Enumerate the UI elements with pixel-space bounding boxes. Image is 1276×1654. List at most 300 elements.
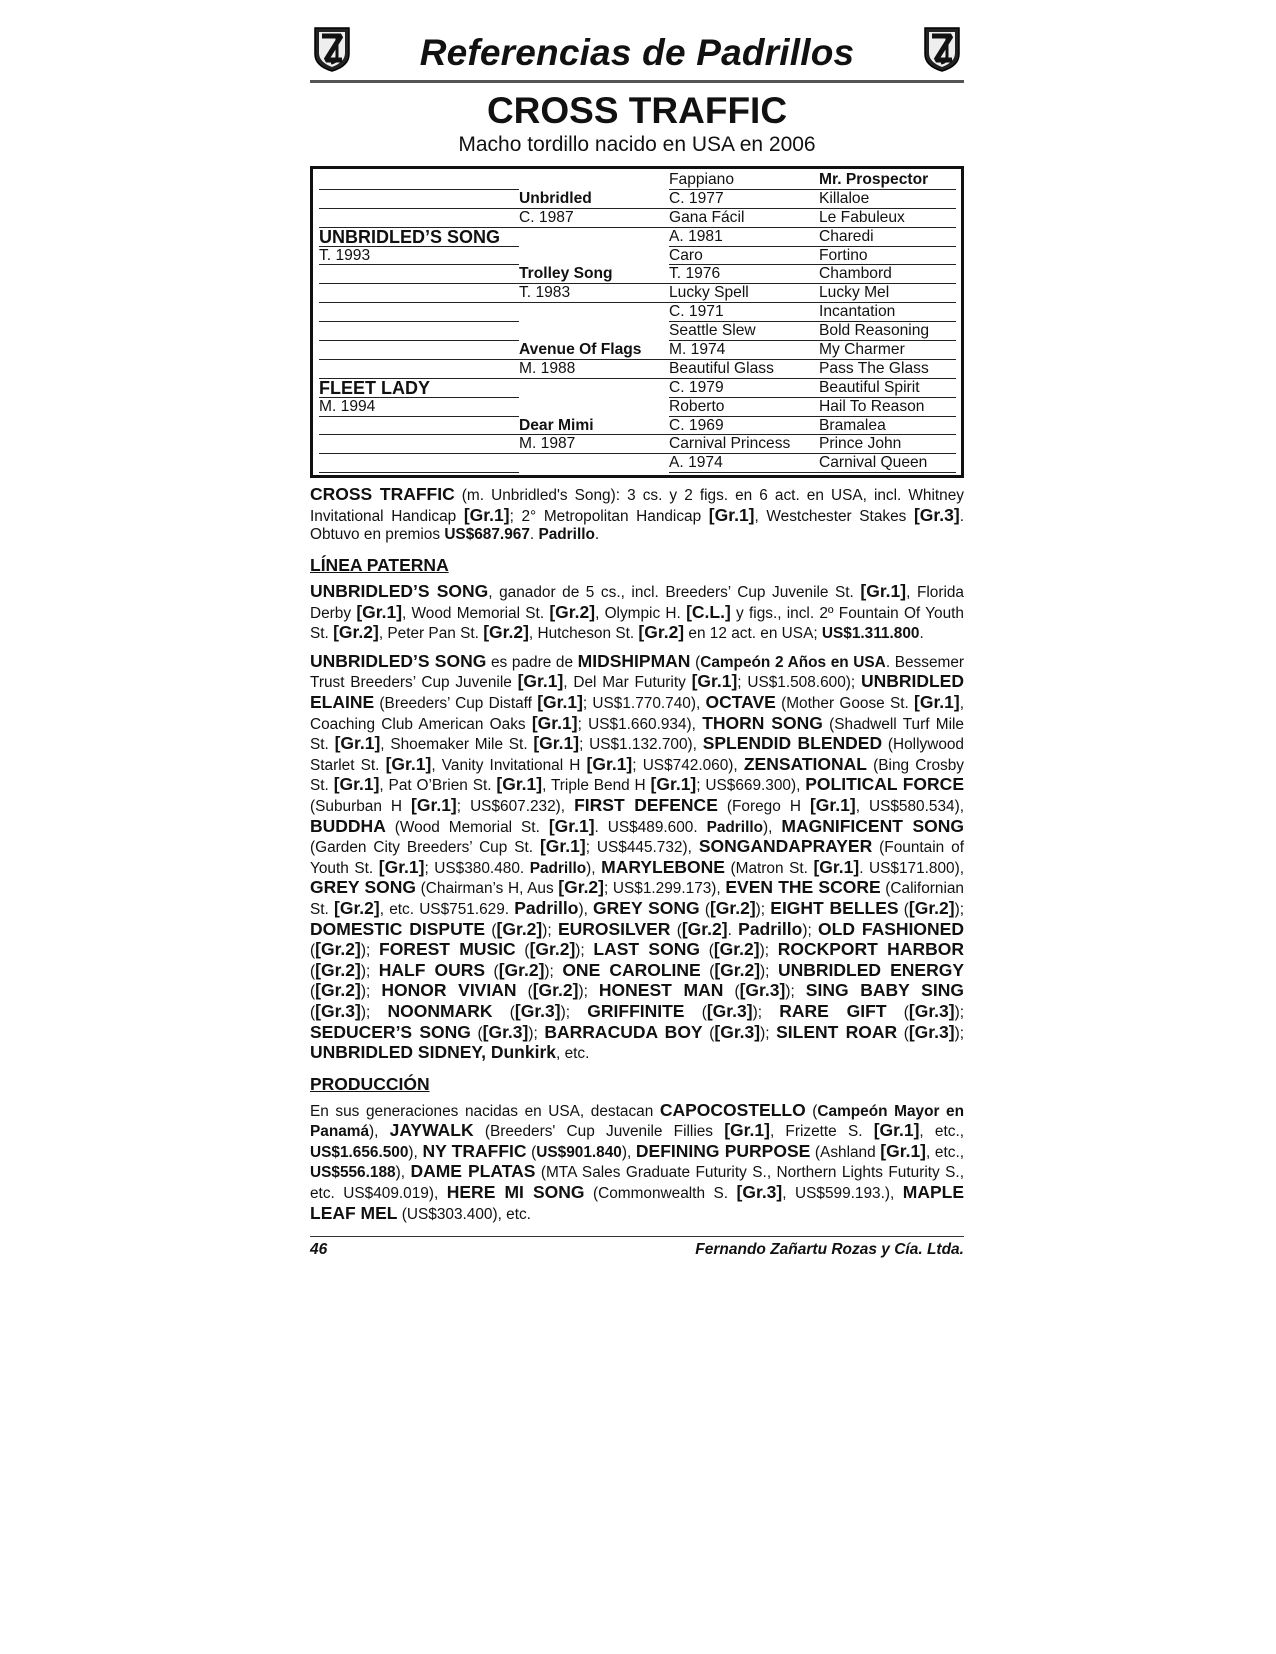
pedigree-cell-gen4: Pass The Glass	[819, 360, 956, 379]
grade-badge: [Gr.2]	[315, 939, 361, 960]
grade-badge: [Gr.2]	[638, 622, 685, 643]
text-segment: (	[485, 962, 499, 980]
text-segment: (Suburban H	[310, 797, 412, 815]
text-segment: ; US$445.732),	[585, 839, 699, 857]
pedigree-cell-gen2: Dear Mimi	[519, 417, 669, 436]
text-segment: (Garden City Breeders’ Cup St.	[310, 839, 540, 857]
text-segment: );	[360, 1003, 388, 1021]
text-segment: );	[542, 921, 558, 939]
text-segment: );	[560, 1003, 588, 1021]
text-segment: (	[690, 653, 701, 671]
pedigree-cell-gen1: FLEET LADY	[319, 379, 519, 398]
pedigree-row	[319, 171, 956, 190]
horse-name-highlight: UNBRIDLED SIDNEY, Dunkirk	[310, 1042, 557, 1063]
text-segment: .	[919, 625, 924, 643]
grade-badge: [Gr.3]	[482, 1021, 529, 1042]
text-segment: (	[670, 921, 682, 939]
pedigree-cell-gen4: Beautiful Spirit	[819, 379, 956, 398]
text-segment: , Coaching Club American Oaks	[310, 695, 965, 733]
text-segment: (	[516, 983, 533, 1001]
text-segment: );	[760, 962, 778, 980]
pedigree-cell-gen3: C. 1977	[669, 190, 819, 209]
text-segment: , US$599.193.),	[782, 1185, 903, 1203]
grade-badge: [C.L.]	[686, 601, 731, 622]
pedigree-row	[319, 303, 956, 322]
pedigree-table	[310, 166, 964, 478]
text-segment: ),	[763, 818, 782, 836]
pedigree-cell-gen2	[519, 247, 669, 266]
emphasis-text: Padrillo	[538, 526, 595, 544]
text-segment: (Hollywood Starlet St.	[310, 736, 964, 774]
grade-badge: [Gr.2]	[908, 897, 955, 918]
pedigree-row	[319, 322, 956, 341]
horse-name-highlight: JAYWALK	[389, 1120, 474, 1141]
horse-name-highlight: MARYLEBONE	[601, 856, 725, 877]
pedigree-row	[319, 247, 956, 266]
pedigree-cell-gen1	[319, 454, 519, 473]
text-segment: , Frizette S.	[769, 1123, 874, 1141]
horse-name-highlight: SILENT ROAR	[776, 1021, 898, 1042]
grade-badge: [Gr.1]	[411, 794, 457, 815]
horse-name-highlight: CROSS TRAFFIC	[310, 484, 455, 505]
text-segment: , Del Mar Futurity	[563, 674, 692, 692]
text-segment: (	[515, 942, 530, 960]
horse-name-highlight: GRIFFINITE	[587, 1000, 685, 1021]
grade-badge: [Gr.3]	[736, 1182, 783, 1203]
grade-badge: [Gr.3]	[908, 1000, 955, 1021]
pedigree-cell-gen3: Carnival Princess	[669, 435, 819, 454]
text-segment: ; US$380.480.	[424, 859, 530, 877]
horse-name-highlight: HALF OURS	[378, 959, 486, 980]
text-segment: (Commonwealth S.	[584, 1185, 737, 1203]
pedigree-cell-gen4: Incantation	[819, 303, 956, 322]
pedigree-cell-gen3: Gana Fácil	[669, 209, 819, 228]
text-segment: ; US$742.060),	[632, 756, 744, 774]
pedigree-cell-gen4: Lucky Mel	[819, 284, 956, 303]
grade-badge: [Gr.1]	[813, 856, 860, 877]
grade-badge: [Gr.1]	[708, 504, 755, 525]
text-segment: , Wood Memorial St.	[402, 604, 550, 622]
text-segment: (	[700, 962, 715, 980]
pedigree-cell-gen1	[319, 435, 519, 454]
brand-logo-icon	[920, 26, 964, 72]
horse-name-highlight: UNBRIDLED’S SONG	[310, 581, 489, 602]
horse-name-highlight: BARRACUDA BOY	[544, 1021, 703, 1042]
text-segment: (US$303.400), etc.	[397, 1205, 531, 1223]
text-segment: (Fountain of Youth St.	[310, 839, 964, 877]
horse-name-highlight: SEDUCER’S SONG	[310, 1021, 471, 1042]
pedigree-cell-gen2	[519, 303, 669, 322]
text-segment: );	[954, 900, 965, 918]
text-segment: .	[529, 526, 539, 544]
pedigree-row	[319, 228, 956, 247]
text-segment: (	[886, 1003, 909, 1021]
text-segment: );	[785, 983, 806, 1001]
text-segment: , etc. US$751.629.	[379, 900, 515, 918]
text-segment: (	[492, 1003, 515, 1021]
text-segment: (	[310, 962, 316, 980]
pedigree-cell-gen3: A. 1974	[669, 454, 819, 473]
emphasis-text: US$1.311.800	[821, 625, 920, 643]
text-segment: es padre de	[486, 653, 578, 671]
pedigree-cell-gen4: Bramalea	[819, 417, 956, 436]
grade-badge: [Gr.2]	[713, 939, 760, 960]
grade-badge: [Gr.1]	[880, 1140, 927, 1161]
pedigree-cell-gen2: Unbridled	[519, 190, 669, 209]
text-segment: ; US$1.770.740),	[582, 695, 706, 712]
header-title: Referencias de Padrillos	[419, 32, 855, 73]
pedigree-cell-gen1	[319, 190, 519, 209]
pedigree-cell-gen4: Hail To Reason	[819, 398, 956, 417]
emphasis-text: US$556.188	[310, 1164, 396, 1182]
pedigree-cell-gen3: T. 1976	[669, 265, 819, 284]
text-segment: (	[699, 942, 714, 960]
horse-name-highlight: MAGNIFICENT SONG	[781, 815, 964, 836]
horse-name-highlight: CAPOCOSTELLO	[659, 1099, 806, 1120]
text-segment: (	[702, 1024, 715, 1042]
horse-name: CROSS TRAFFIC	[486, 90, 788, 131]
pedigree-cell-gen1	[319, 171, 519, 190]
horse-name-highlight: BUDDHA	[310, 815, 386, 836]
pedigree-cell-gen4: Chambord	[819, 265, 956, 284]
page	[310, 22, 964, 1259]
horse-name-highlight: UNBRIDLED ELAINE	[310, 671, 964, 712]
text-segment: (Forego H	[717, 797, 810, 815]
text-segment: );	[760, 1024, 777, 1042]
grade-badge: [Gr.2]	[558, 877, 604, 898]
text-segment: );	[752, 1003, 780, 1021]
horse-name-highlight: FIRST DEFENCE	[574, 794, 718, 815]
text-segment: ),	[369, 1123, 390, 1141]
horse-name-highlight: EUROSILVER	[557, 918, 671, 939]
grade-badge: [Gr.1]	[548, 815, 595, 836]
grade-badge: [Gr.1]	[385, 753, 432, 774]
pedigree-cell-gen3: Lucky Spell	[669, 284, 819, 303]
grade-badge: [Gr.1]	[914, 692, 960, 712]
grade-badge: [Gr.2]	[714, 959, 761, 980]
pedigree-cell-gen3: M. 1974	[669, 341, 819, 360]
text-segment: . Obtuvo en premios	[310, 507, 964, 544]
text-segment: , Hutcheson St.	[528, 625, 639, 643]
grade-badge: [Gr.2]	[315, 959, 361, 980]
text-segment: y figs., incl. 2º Fountain Of Youth St.	[310, 604, 964, 643]
text-segment: , Olympic H.	[595, 604, 687, 622]
linea-paterna-paragraph-1	[310, 582, 964, 644]
horse-name-highlight: HERE MI SONG	[446, 1182, 585, 1203]
text-segment: (Chairman’s H, Aus	[416, 880, 559, 898]
text-segment: (Matron St.	[724, 859, 814, 877]
grade-badge: [Gr.1]	[650, 774, 697, 795]
grade-badge: [Gr.3]	[714, 1021, 761, 1042]
grade-badge: [Gr.1]	[496, 774, 543, 795]
text-segment: , Shoemaker Mile St.	[380, 736, 534, 754]
text-segment: (m. Unbridled's Song): 3 cs. y 2 figs. en 6 act. en USA, incl. Whitney Invitational Handicap	[310, 487, 964, 525]
emphasis-text: Padrillo	[706, 818, 764, 836]
pedigree-cell-gen3: C. 1971	[669, 303, 819, 322]
horse-name-highlight: GREY SONG	[593, 897, 700, 918]
pedigree-cell-gen2	[519, 171, 669, 190]
text-segment: (	[310, 942, 316, 960]
text-segment: (	[898, 900, 909, 918]
text-segment: . US$171.800),	[859, 859, 964, 877]
horse-name-highlight: MIDSHIPMAN	[577, 650, 691, 671]
horse-name-highlight: SONGANDAPRAYER	[698, 836, 873, 857]
intro-paragraph	[310, 485, 964, 545]
pedigree-cell-gen3: C. 1979	[669, 379, 819, 398]
pedigree-cell-gen1	[319, 284, 519, 303]
text-segment: );	[755, 900, 771, 918]
text-segment: .	[594, 526, 600, 544]
pedigree-cell-gen4: My Charmer	[819, 341, 956, 360]
text-segment: (Mother Goose St.	[775, 695, 915, 712]
horse-name-highlight: POLITICAL FORCE	[805, 774, 964, 795]
horse-subtitle: Macho tordillo nacido en USA en 2006	[458, 133, 816, 156]
grade-badge: [Gr.1]	[586, 753, 633, 774]
grade-badge: [Gr.1]	[724, 1120, 770, 1141]
grade-badge: [Gr.1]	[860, 581, 907, 602]
text-segment: (	[805, 1102, 818, 1120]
text-segment: (	[897, 1024, 909, 1042]
section-heading-linea-paterna: LÍNEA PATERNA	[310, 555, 449, 576]
text-segment: , etc.,	[919, 1123, 964, 1141]
text-segment: ; US$607.232),	[456, 797, 575, 815]
text-segment: (Wood Memorial St.	[385, 818, 549, 836]
text-segment: );	[360, 962, 379, 980]
pedigree-row	[319, 284, 956, 303]
horse-name-highlight: MAPLE LEAF MEL	[310, 1182, 964, 1223]
pedigree-cell-gen3: Beautiful Glass	[669, 360, 819, 379]
horse-name-highlight: ZENSATIONAL	[743, 753, 867, 774]
horse-name-highlight: Padrillo	[514, 897, 579, 918]
grade-badge: [Gr.2]	[333, 622, 379, 643]
pedigree-row	[319, 417, 956, 436]
horse-name-highlight: OLD FASHIONED	[818, 918, 964, 939]
horse-name-highlight: Padrillo	[738, 918, 803, 939]
grade-badge: [Gr.1]	[463, 504, 510, 525]
pedigree-cell-gen1	[319, 360, 519, 379]
text-segment: );	[954, 1003, 965, 1021]
section-heading-produccion: PRODUCCIÓN	[310, 1073, 430, 1094]
grade-badge: [Gr.2]	[498, 959, 545, 980]
text-segment: ),	[621, 1143, 636, 1161]
grade-badge: [Gr.1]	[539, 836, 586, 857]
horse-name-highlight: LAST SONG	[593, 939, 700, 960]
text-segment: ; 2° Metropolitan Handicap	[509, 507, 709, 525]
linea-paterna-paragraph-2	[310, 652, 964, 1064]
text-segment: (MTA Sales Graduate Futurity S., Northern Lights Futurity S., etc. US$409.019),	[310, 1164, 964, 1203]
text-segment: , etc.	[556, 1045, 590, 1063]
pedigree-cell-gen1: T. 1993	[319, 247, 519, 266]
text-segment: ),	[395, 1164, 411, 1182]
text-segment: , Florida Derby	[310, 584, 964, 622]
grade-badge: [Gr.3]	[514, 1000, 561, 1021]
horse-name-highlight: HONEST MAN	[598, 980, 724, 1001]
grade-badge: [Gr.3]	[739, 980, 786, 1001]
pedigree-cell-gen2	[519, 322, 669, 341]
text-segment: , Vanity Invitational H	[431, 756, 587, 774]
pedigree-row	[319, 398, 956, 417]
horse-name-highlight: RARE GIFT	[779, 1000, 887, 1021]
text-segment: (Ashland	[810, 1143, 881, 1161]
pedigree-cell-gen1	[319, 341, 519, 360]
page-header	[310, 22, 964, 83]
text-segment: ; US$1.660.934),	[577, 715, 703, 733]
pedigree-cell-gen3: Caro	[669, 247, 819, 266]
pedigree-cell-gen1	[319, 265, 519, 284]
pedigree-cell-gen2	[519, 398, 669, 417]
pedigree-cell-gen1: M. 1994	[319, 398, 519, 417]
text-segment: ; US$1.508.600);	[737, 674, 861, 692]
horse-name-highlight: EIGHT BELLES	[770, 897, 899, 918]
text-segment: (Shadwell Turf Mile St.	[310, 715, 964, 754]
pedigree-row	[319, 454, 956, 473]
emphasis-text: Padrillo	[529, 859, 587, 877]
text-segment: . US$489.600.	[594, 818, 707, 836]
pedigree-cell-gen4: Bold Reasoning	[819, 322, 956, 341]
text-segment: ; US$1.132.700),	[579, 736, 703, 754]
text-segment: );	[575, 942, 594, 960]
pedigree-cell-gen2	[519, 379, 669, 398]
emphasis-text: US$1.656.500	[310, 1143, 409, 1161]
page-footer	[310, 1236, 964, 1259]
pedigree-cell-gen3: C. 1969	[669, 417, 819, 436]
pedigree-cell-gen3: Seattle Slew	[669, 322, 819, 341]
horse-name-highlight: NOONMARK	[387, 1000, 493, 1021]
grade-badge: [Gr.1]	[533, 733, 580, 754]
grade-badge: [Gr.1]	[378, 856, 425, 877]
pedigree-row	[319, 265, 956, 284]
text-segment: , etc.,	[926, 1143, 965, 1161]
pedigree-cell-gen1	[319, 417, 519, 436]
text-segment: (Breeders' Cup Juvenile Fillies	[473, 1123, 725, 1141]
pedigree-cell-gen1	[319, 322, 519, 341]
horse-name-highlight: EVEN THE SCORE	[725, 877, 881, 898]
grade-badge: [Gr.3]	[315, 1000, 361, 1021]
grade-badge: [Gr.2]	[549, 601, 596, 622]
pedigree-cell-gen3: Roberto	[669, 398, 819, 417]
horse-name-highlight: OCTAVE	[705, 692, 776, 712]
text-segment: , ganador de 5 cs., incl. Breeders’ Cup Juvenile St.	[488, 584, 861, 602]
pedigree-cell-gen4: Killaloe	[819, 190, 956, 209]
text-segment: (	[684, 1003, 707, 1021]
grade-badge: [Gr.2]	[709, 897, 756, 918]
pedigree-cell-gen2: Trolley Song	[519, 265, 669, 284]
text-segment: (	[310, 1003, 316, 1021]
grade-badge: [Gr.3]	[908, 1021, 955, 1042]
pedigree-cell-gen4: Le Fabuleux	[819, 209, 956, 228]
horse-name-highlight: HONOR VIVIAN	[381, 980, 517, 1001]
grade-badge: [Gr.1]	[333, 774, 380, 795]
text-segment: );	[759, 942, 778, 960]
text-segment: , Peter Pan St.	[378, 625, 484, 643]
publisher-name: Fernando Zañartu Rozas y Cía. Ltda.	[695, 1241, 964, 1259]
grade-badge: [Gr.1]	[334, 733, 381, 754]
horse-name-highlight: NY TRAFFIC	[422, 1140, 527, 1161]
horse-name-highlight: DOMESTIC DISPUTE	[310, 918, 486, 939]
text-segment: ),	[578, 900, 594, 918]
grade-badge: [Gr.1]	[537, 692, 583, 712]
horse-name-highlight: UNBRIDLED’S SONG	[310, 650, 487, 671]
horse-name-highlight: DEFINING PURPOSE	[635, 1140, 811, 1161]
pedigree-cell-gen1: UNBRIDLED’S SONG	[319, 228, 519, 247]
pedigree-cell-gen4: Fortino	[819, 247, 956, 266]
text-segment: . Bessemer Trust Breeders’ Cup Juvenile	[310, 653, 965, 692]
grade-badge: [Gr.1]	[691, 671, 738, 692]
horse-name-highlight: DAME PLATAS	[410, 1161, 536, 1182]
grade-badge: [Gr.2]	[315, 980, 361, 1001]
text-segment: ),	[408, 1143, 423, 1161]
text-segment: (	[310, 983, 316, 1001]
pedigree-cell-gen1	[319, 303, 519, 322]
pedigree-cell-gen2	[519, 228, 669, 247]
pedigree-cell-gen4: Mr. Prospector	[819, 171, 956, 190]
grade-badge: [Gr.2]	[334, 897, 380, 918]
horse-name-highlight: SING BABY SING	[805, 980, 964, 1001]
text-segment: (	[526, 1143, 537, 1161]
grade-badge: [Gr.2]	[529, 939, 576, 960]
pedigree-cell-gen4: Charedi	[819, 228, 956, 247]
text-segment: ; US$669.300),	[696, 777, 806, 795]
horse-name-highlight: FOREST MUSIC	[379, 939, 516, 960]
text-segment: );	[544, 962, 563, 980]
text-segment: .	[727, 921, 739, 939]
text-segment: ),	[586, 859, 602, 877]
text-segment: );	[802, 921, 819, 939]
pedigree-cell-gen2: M. 1988	[519, 360, 669, 379]
pedigree-row	[319, 190, 956, 209]
text-segment: , Triple Bend H	[542, 777, 651, 795]
text-segment: (Bing Crosby St.	[310, 756, 964, 795]
pedigree-row	[319, 341, 956, 360]
pedigree-cell-gen2: Avenue Of Flags	[519, 341, 669, 360]
grade-badge: [Gr.2]	[532, 980, 579, 1001]
page-number: 46	[310, 1241, 328, 1259]
text-segment: );	[528, 1024, 545, 1042]
text-segment: en 12 act. en USA;	[684, 625, 822, 643]
pedigree-cell-gen3: Fappiano	[669, 171, 819, 190]
text-segment: En sus generaciones nacidas en USA, destacan	[310, 1102, 660, 1120]
grade-badge: [Gr.3]	[706, 1000, 753, 1021]
horse-name-highlight: GREY SONG	[310, 877, 417, 898]
text-segment: (Californian St.	[310, 880, 964, 918]
text-segment: );	[360, 942, 379, 960]
grade-badge: [Gr.2]	[496, 918, 543, 939]
pedigree-cell-gen2: T. 1983	[519, 284, 669, 303]
horse-name-highlight: THORN SONG	[702, 712, 823, 733]
pedigree-cell-gen4: Prince John	[819, 435, 956, 454]
grade-badge: [Gr.2]	[681, 918, 728, 939]
produccion-paragraph	[310, 1101, 964, 1225]
emphasis-text: US$687.967	[444, 526, 530, 544]
pedigree-row	[319, 360, 956, 379]
text-segment: (Breeders’ Cup Distaff	[374, 695, 538, 712]
grade-badge: [Gr.1]	[873, 1120, 920, 1141]
text-segment: (	[723, 983, 740, 1001]
grade-badge: [Gr.1]	[517, 671, 564, 692]
text-segment: ; US$1.299.173),	[604, 880, 726, 898]
text-segment: , US$580.534),	[855, 797, 964, 815]
pedigree-cell-gen2: C. 1987	[519, 209, 669, 228]
emphasis-text: US$901.840	[536, 1143, 622, 1161]
pedigree-cell-gen2: M. 1987	[519, 435, 669, 454]
text-segment: (	[485, 921, 497, 939]
text-segment: );	[578, 983, 599, 1001]
text-segment: (	[470, 1024, 483, 1042]
grade-badge: [Gr.3]	[913, 504, 960, 525]
emphasis-text: Campeón Mayor en Panamá	[310, 1102, 965, 1141]
text-segment: );	[954, 1024, 964, 1042]
grade-badge: [Gr.1]	[809, 794, 856, 815]
